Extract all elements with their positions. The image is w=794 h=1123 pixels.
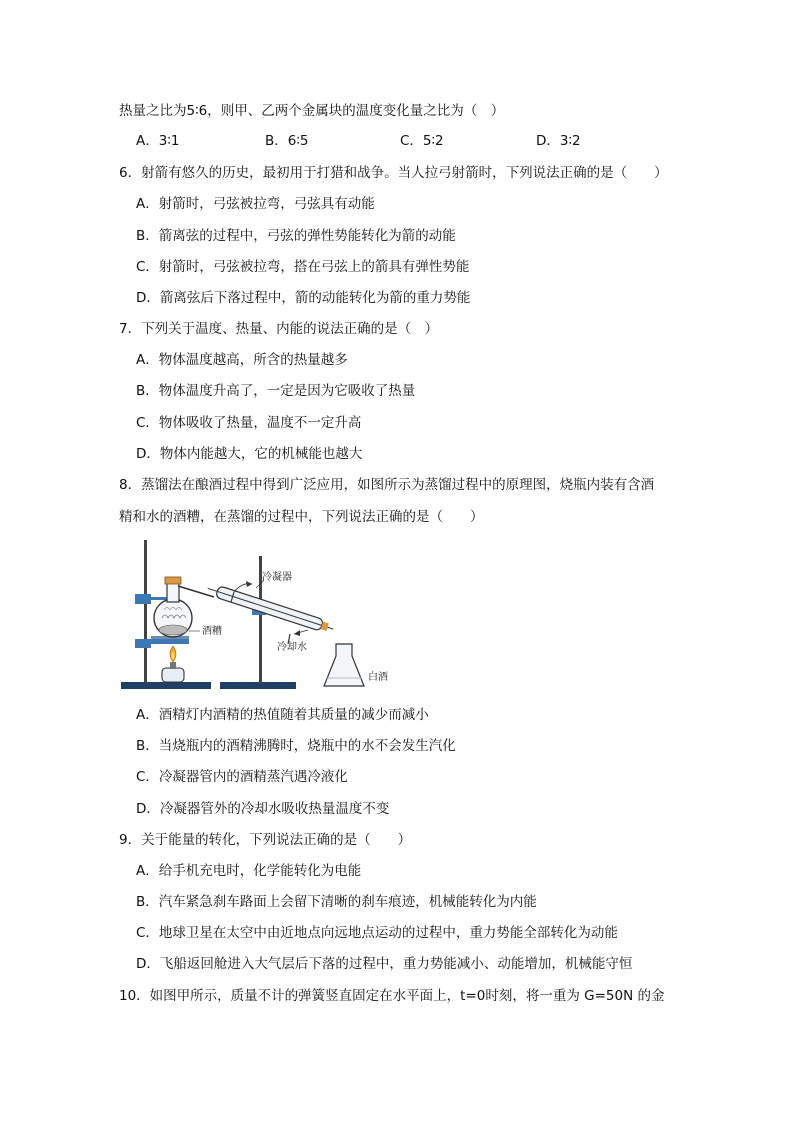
q8-option-c: C．冷凝器管内的酒精蒸汽遇冷液化 (136, 769, 348, 785)
label-mash: 酒糟 (202, 626, 222, 637)
q5-option-c: C．5∶2 (400, 133, 444, 149)
right-stand-base (220, 682, 296, 689)
condenser (206, 583, 335, 635)
label-condenser: 冷凝器 (262, 572, 292, 583)
mash-contents (159, 625, 187, 635)
q8-stem-line2: 精和水的酒糟，在蒸馏的过程中，下列说法正确的是（ ） (119, 509, 484, 525)
q9-option-c: C．地球卫星在太空中由近地点向远地点运动的过程中，重力势能全部转化为动能 (136, 925, 618, 941)
q10-stem: 10．如图甲所示，质量不计的弹簧竖直固定在水平面上，t=0时刻，将一重为 G=50N 的金 (119, 988, 665, 1004)
q5-option-b: B．6∶5 (265, 133, 309, 149)
q9-option-a: A．给手机充电时，化学能转化为电能 (136, 863, 362, 879)
q7-option-c: C．物体吸收了热量，温度不一定升高 (136, 415, 362, 431)
flask-stopper (165, 577, 181, 584)
q6-option-a: A．射箭时，弓弦被拉弯，弓弦具有动能 (136, 196, 375, 212)
q8-stem-line1: 8．蒸馏法在酿酒过程中得到广泛应用，如图所示为蒸馏过程中的原理图，烧瓶内装有含酒 (119, 477, 655, 493)
q9-option-d: D．飞船返回舱进入大气层后下落的过程中，重力势能减小、动能增加，机械能守恒 (136, 956, 633, 972)
ring-clamp (135, 639, 151, 648)
delivery-tube (178, 586, 214, 597)
q6-stem: 6．射箭有悠久的历史，最初用于打猎和战争。当人拉弓射箭时，下列说法正确的是（ ） (119, 165, 668, 181)
q9-option-b: B．汽车紧急刹车路面上会留下清晰的刹车痕迹，机械能转化为内能 (136, 894, 537, 910)
q9-stem: 9．关于能量的转化，下列说法正确的是（ ） (119, 832, 412, 848)
q8-option-a: A．酒精灯内酒精的热值随着其质量的减少而减小 (136, 707, 429, 723)
q5-options (136, 132, 696, 150)
q5-option-a: A．3∶1 (136, 133, 180, 149)
q6-option-c: C．射箭时，弓弦被拉弯，搭在弓弦上的箭具有弹性势能 (136, 259, 470, 275)
q8-option-d: D．冷凝器管外的冷却水吸收热量温度不变 (136, 801, 390, 817)
q7-option-d: D．物体内能越大，它的机械能也越大 (136, 446, 363, 462)
receiving-flask (324, 644, 364, 686)
q6-option-b: B．箭离弦的过程中，弓弦的弹性势能转化为箭的动能 (136, 228, 456, 244)
q7-stem: 7．下列关于温度、热量、内能的说法正确的是（ ） (119, 321, 439, 337)
q7-option-b: B．物体温度升高了，一定是因为它吸收了热量 (136, 383, 416, 399)
label-liquor: 白酒 (368, 672, 388, 683)
q5-option-d: D．3∶2 (536, 133, 581, 149)
q8-option-b: B．当烧瓶内的酒精沸腾时，烧瓶中的水不会发生汽化 (136, 738, 456, 754)
q7-option-a: A．物体温度越高，所含的热量越多 (136, 352, 348, 368)
label-cooling-water: 冷却水 (277, 642, 307, 653)
alcohol-lamp (162, 668, 184, 682)
q5-stem-tail: 热量之比为5∶6，则甲、乙两个金属块的温度变化量之比为（ ） (119, 103, 505, 119)
left-stand-base (121, 682, 211, 689)
flask-neck (167, 582, 179, 602)
q6-option-d: D．箭离弦后下落过程中，箭的动能转化为箭的重力势能 (136, 290, 471, 306)
upper-clamp (135, 594, 151, 604)
left-stand-rod (144, 540, 147, 683)
distillation-apparatus-figure (118, 538, 400, 694)
